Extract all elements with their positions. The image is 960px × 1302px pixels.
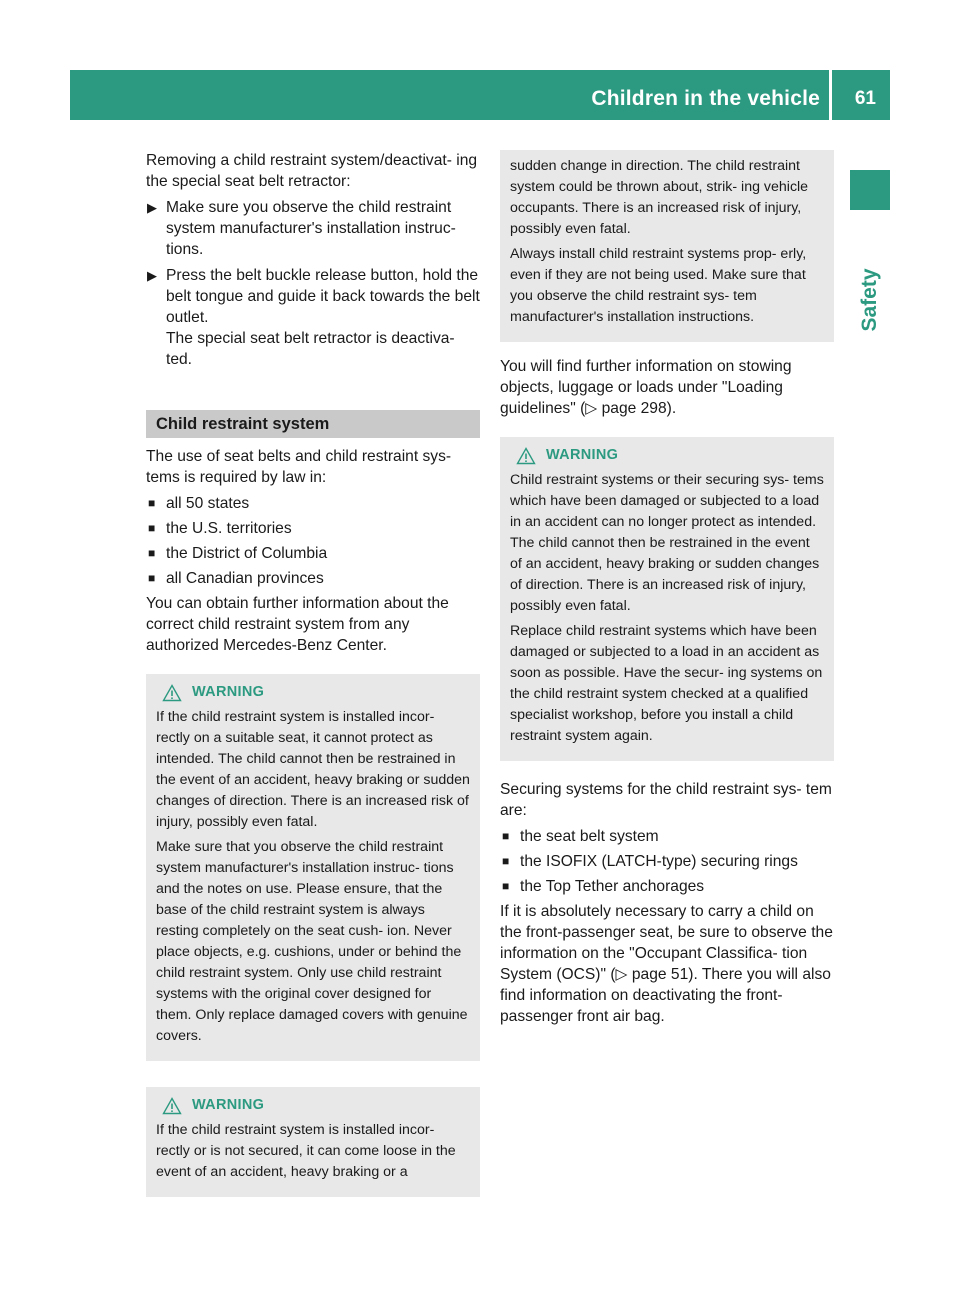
warning-text: If the child restraint system is installed incor- rectly or is not secured, it can come loose in the event of an accident, heavy braking or a xyxy=(156,1122,456,1180)
list-item-text: the District of Columbia xyxy=(166,545,328,562)
warning-triangle-icon xyxy=(516,447,536,465)
step-item xyxy=(146,265,480,370)
section-label: Safety xyxy=(858,268,881,332)
left-column xyxy=(146,150,480,1215)
list-item-text: the U.S. territories xyxy=(166,520,292,537)
section-after: You can obtain further information about the correct child restraint system from any authorized Mercedes-Benz Center. xyxy=(146,595,449,654)
list-item xyxy=(146,493,480,514)
warning-title: WARNING xyxy=(546,447,619,463)
bullet-icon: ■ xyxy=(148,521,156,535)
bullet-icon: ■ xyxy=(502,854,510,868)
bullet-icon: ■ xyxy=(148,546,156,560)
section-intro: The use of seat belts and child restraint sys- tems is required by law in: xyxy=(146,448,452,486)
bullet-icon: ■ xyxy=(148,496,156,510)
warning-text: Always install child restraint systems prop- erly, even if they are not being used. Make sure that you observe the child restraint sys- tem manufacturer's installation instructions. xyxy=(510,246,807,325)
warning-box xyxy=(146,674,480,1061)
warning-header xyxy=(156,1095,470,1116)
warning-text: sudden change in direction. The child restraint system could be thrown about, strik- ing vehicle occupants. There is an increased risk of injury, possibly even fatal. xyxy=(510,158,809,237)
warning-text: Child restraint systems or their securing sys- tems which have been damaged or subjected to a load in an accident can no longer protect as intended. The child cannot then be restrained in the event of an accident, heavy braking or sudden changes of direction. There is an increased risk of injury, possibly even fatal. xyxy=(510,472,824,614)
step-arrow-icon: ▶ xyxy=(147,200,157,215)
step-text: Press the belt buckle release button, hold the belt tongue and guide it back towards the belt outlet. xyxy=(166,267,480,326)
list-item-text: all 50 states xyxy=(166,495,250,512)
removal-intro: Removing a child restraint system/deactivat- ing the special seat belt retractor: xyxy=(146,152,478,190)
bullet-icon: ■ xyxy=(502,879,510,893)
step-text: Make sure you observe the child restraint system manufacturer's installation instruc- tions. xyxy=(166,199,456,258)
list-item-text: all Canadian provinces xyxy=(166,570,324,587)
list-item-text: the ISOFIX (LATCH-type) securing rings xyxy=(520,853,798,870)
warning-box xyxy=(146,1087,480,1197)
step-item xyxy=(146,197,480,260)
list-item xyxy=(500,826,834,847)
list-item-text: the Top Tether anchorages xyxy=(520,878,705,895)
warning-text: Make sure that you observe the child restraint system manufacturer's installation instruc- tions and the notes on use. Please ensure, that the base of the child restraint system is always resting completely on the seat cush- ion. Never place objects, e.g. cushions, under or behind the child restraint system. Only use child restraint systems with the original cover designed for them. Only replace damaged covers with genuine covers. xyxy=(156,839,468,1044)
page-number: 61 xyxy=(854,88,876,109)
right-column xyxy=(500,150,834,1032)
list-item xyxy=(500,876,834,897)
warning-title: WARNING xyxy=(192,1097,265,1113)
step-result: The special seat belt retractor is deactiva- ted. xyxy=(166,330,455,368)
warning-header xyxy=(156,682,470,703)
list-item-text: the seat belt system xyxy=(520,828,659,845)
bullet-icon: ■ xyxy=(148,571,156,585)
step-arrow-icon: ▶ xyxy=(147,268,157,283)
warning-header xyxy=(510,445,824,466)
list-item xyxy=(146,543,480,564)
page-header xyxy=(70,70,890,120)
section-tab xyxy=(850,170,890,210)
chapter-title: Children in the vehicle xyxy=(591,87,820,110)
list-item xyxy=(146,568,480,589)
stowing-text: You will find further information on stowing objects, luggage or loads under "Loading guidelines" (▷ page 298). xyxy=(500,358,792,417)
list-item xyxy=(500,851,834,872)
warning-triangle-icon xyxy=(162,1097,182,1115)
warning-text: If the child restraint system is installed incor- rectly on a suitable seat, it cannot protect as intended. The child cannot then be restrained in the event of an accident, heavy braking or sudden changes of direction. There is an increased risk of injury, possibly even fatal. xyxy=(156,709,470,830)
section-heading: Child restraint system xyxy=(146,410,480,438)
header-divider xyxy=(829,70,832,120)
warning-text: Replace child restraint systems which have been damaged or subjected to a load in an accident as soon as possible. Have the secur- ing systems on the child restraint system checked at a qualified specialist workshop, before you install a child restraint system again. xyxy=(510,623,823,744)
bullet-icon: ■ xyxy=(502,829,510,843)
front-passenger-text: If it is absolutely necessary to carry a child on the front-passenger seat, be sure to observe the information on the "Occupant Classifica- tion System (OCS)" (▷ page 51). There you will also find information on deactivating the front-passenger front air bag. xyxy=(500,903,833,1025)
securing-intro: Securing systems for the child restraint sys- tem are: xyxy=(500,781,832,819)
warning-box xyxy=(500,437,834,761)
warning-triangle-icon xyxy=(162,684,182,702)
list-item xyxy=(146,518,480,539)
warning-box-continued xyxy=(500,150,834,342)
warning-title: WARNING xyxy=(192,684,265,700)
